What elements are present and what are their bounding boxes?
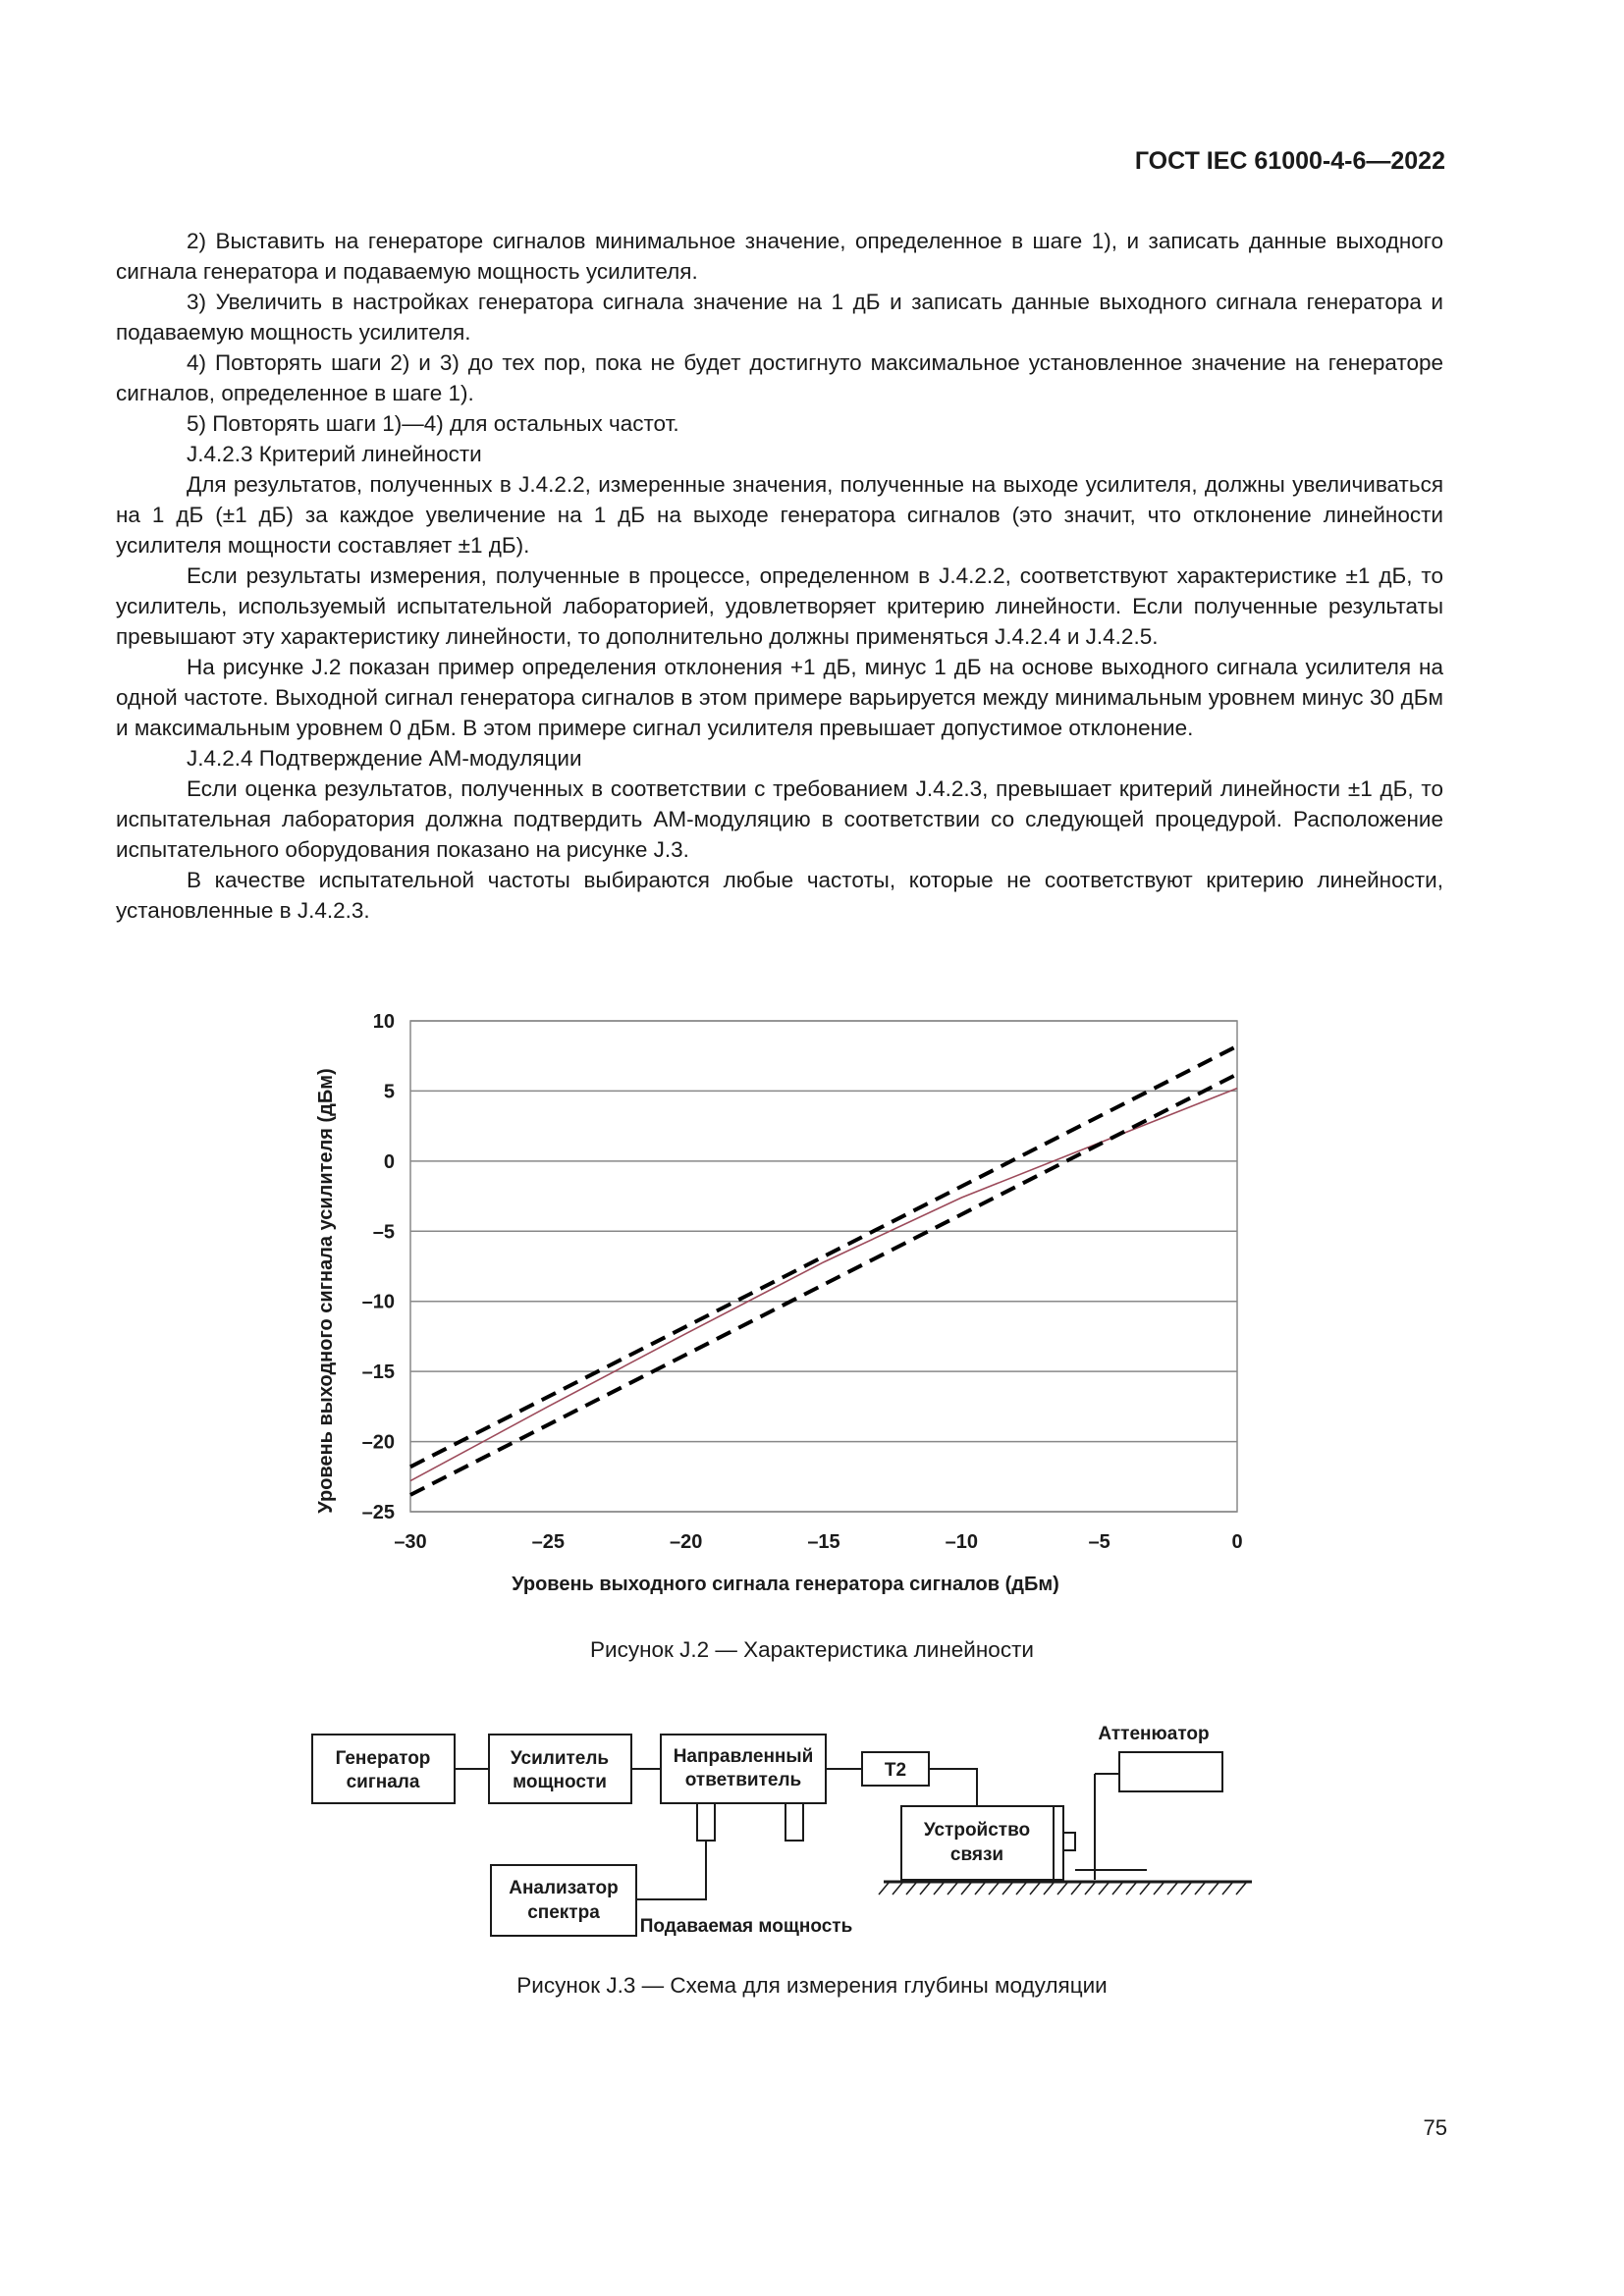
page-number: 75 bbox=[1423, 2115, 1447, 2140]
paragraph: В качестве испытательной частоты выбираются любые частоты, которые не соответствуют критерию линейности, установленные в J.4.2.3. bbox=[116, 868, 1443, 923]
body-text bbox=[116, 226, 1443, 926]
attenuator-label: Аттенюатор bbox=[1098, 1724, 1210, 1744]
paragraph: На рисунке J.2 показан пример определения отклонения +1 дБ, минус 1 дБ на основе выходного сигнала усилителя на одной частоте. Выходной сигнал генератора сигналов в этом примере варьируется между минимальным уровнем минус 30 дБм и максимальным уровнем 0 дБм. В этом примере сигнал усилителя превышает допустимое отклонение. bbox=[116, 655, 1443, 740]
ground-hatch bbox=[947, 1883, 957, 1895]
linearity-chart bbox=[295, 996, 1257, 1605]
ground-hatch bbox=[1057, 1883, 1067, 1895]
y-tick-label: –25 bbox=[361, 1502, 395, 1523]
ground-hatch bbox=[1140, 1883, 1150, 1895]
x-tick-label: –15 bbox=[807, 1531, 840, 1553]
generator-label-1: Генератор bbox=[335, 1748, 431, 1769]
modulation-measurement-diagram bbox=[295, 1693, 1276, 1958]
coupler-label-1: Направленный bbox=[673, 1746, 814, 1767]
ground-hatch bbox=[1099, 1883, 1109, 1895]
ground-hatch bbox=[1002, 1883, 1012, 1895]
paragraph: 4) Повторять шаги 2) и 3) до тех пор, пока не будет достигнуто максимальное установленное значение на генераторе сигналов, определенное в шаге 1). bbox=[116, 350, 1443, 405]
ground-hatch bbox=[1126, 1883, 1136, 1895]
ground-hatch bbox=[1195, 1883, 1205, 1895]
coupling-device-box bbox=[901, 1806, 1054, 1880]
signal-generator-box bbox=[312, 1735, 455, 1803]
figure-j3-caption: Рисунок J.3 — Схема для измерения глубины модуляции bbox=[516, 1973, 1108, 1998]
ground-hatch bbox=[879, 1883, 889, 1895]
ground-hatch bbox=[1030, 1883, 1040, 1895]
device-label-2: связи bbox=[949, 1844, 1004, 1865]
attenuator-box bbox=[1119, 1752, 1222, 1791]
document-id: ГОСТ IEC 61000-4-6—2022 bbox=[1134, 147, 1445, 175]
x-tick-label: –25 bbox=[531, 1531, 566, 1553]
analyzer-label-2: спектра bbox=[527, 1902, 600, 1923]
y-tick-label: –20 bbox=[361, 1431, 395, 1454]
y-axis-label: Уровень выходного сигнала усилителя (дБм) bbox=[315, 1068, 337, 1514]
section-heading: J.4.2.3 Критерий линейности bbox=[187, 442, 482, 466]
ground-hatch bbox=[1112, 1883, 1122, 1895]
device-label-1: Устройство bbox=[923, 1820, 1031, 1841]
ground-hatch bbox=[1209, 1883, 1218, 1895]
ground-hatch bbox=[1181, 1883, 1191, 1895]
ground-hatch bbox=[975, 1883, 985, 1895]
ground-hatch bbox=[1044, 1883, 1054, 1895]
ground-hatch bbox=[934, 1883, 944, 1895]
y-tick-label: 0 bbox=[383, 1150, 395, 1173]
analyzer-label-1: Анализатор bbox=[509, 1878, 619, 1898]
amplifier-output-line bbox=[410, 1089, 1237, 1481]
ground-hatch bbox=[1016, 1883, 1026, 1895]
ground-hatch bbox=[920, 1883, 930, 1895]
paragraph: 2) Выставить на генераторе сигналов минимальное значение, определенное в шаге 1), и записать данные выходного сигнала генератора и подаваемую мощность усилителя. bbox=[116, 229, 1443, 284]
ground-hatch bbox=[1236, 1883, 1246, 1895]
figure-j2-caption: Рисунок J.2 — Характеристика линейности bbox=[590, 1637, 1034, 1662]
x-tick-label: –20 bbox=[669, 1531, 703, 1553]
y-tick-label: 10 bbox=[372, 1011, 395, 1033]
ground-hatch bbox=[1154, 1883, 1164, 1895]
plot-frame bbox=[410, 1021, 1237, 1512]
tolerance-limit-line bbox=[410, 1074, 1237, 1495]
x-tick-label: –30 bbox=[394, 1531, 427, 1553]
ground-hatch bbox=[1071, 1883, 1081, 1895]
spectrum-analyzer-box bbox=[491, 1865, 636, 1936]
forward-power-label: Подаваемая мощность bbox=[639, 1916, 853, 1937]
t2-label: T2 bbox=[884, 1760, 907, 1781]
y-tick-label: –5 bbox=[372, 1221, 395, 1244]
paragraph: Для результатов, полученных в J.4.2.2, измеренные значения, полученные на выходе усилителя, должны увеличиваться на 1 дБ (±1 дБ) за каждое увеличение на 1 дБ на выходе генератора сигналов (это значит, что отклонение линейности усилителя мощности составляет ±1 дБ). bbox=[116, 472, 1443, 558]
x-tick-label: –10 bbox=[945, 1531, 979, 1553]
tolerance-limit-line bbox=[410, 1046, 1237, 1468]
ground-hatch bbox=[961, 1883, 971, 1895]
section-heading: J.4.2.4 Подтверждение АМ-модуляции bbox=[187, 746, 582, 771]
y-tick-label: –15 bbox=[361, 1362, 395, 1384]
paragraph: 5) Повторять шаги 1)—4) для остальных частот. bbox=[187, 411, 679, 436]
ground-hatch bbox=[989, 1883, 999, 1895]
ground-hatch bbox=[1167, 1883, 1177, 1895]
ground-hatch bbox=[1222, 1883, 1232, 1895]
amplifier-label-2: мощности bbox=[513, 1772, 607, 1792]
power-amplifier-box bbox=[489, 1735, 631, 1803]
ground-hatch bbox=[1085, 1883, 1095, 1895]
generator-label-2: сигнала bbox=[346, 1772, 420, 1792]
ground-hatch bbox=[893, 1883, 902, 1895]
y-tick-label: –10 bbox=[361, 1291, 395, 1313]
amplifier-label-1: Усилитель bbox=[510, 1748, 610, 1769]
paragraph: Если оценка результатов, полученных в соответствии с требованием J.4.2.3, превышает критерий линейности ±1 дБ, то испытательная лаборатория должна подтвердить АМ-модуляцию в соответствии со следующей процедурой. Расположение испытательного оборудования показано на рисунке J.3. bbox=[116, 776, 1443, 862]
ground-hatch bbox=[906, 1883, 916, 1895]
x-tick-label: –5 bbox=[1088, 1531, 1110, 1553]
x-axis-label: Уровень выходного сигнала генератора сигналов (дБм) bbox=[512, 1574, 1059, 1595]
y-tick-label: 5 bbox=[383, 1081, 395, 1103]
x-tick-label: 0 bbox=[1231, 1531, 1243, 1553]
paragraph: Если результаты измерения, полученные в процессе, определенном в J.4.2.2, соответствуют характеристике ±1 дБ, то усилитель, используемый испытательной лабораторией, удовлетворяет критерию линейности. Если полученные результаты превышают эту характеристику линейности, то дополнительно должны применяться J.4.2.4 и J.4.2.5. bbox=[116, 563, 1443, 649]
directional-coupler-box bbox=[661, 1735, 826, 1803]
coupler-label-2: ответвитель bbox=[684, 1770, 802, 1790]
paragraph: 3) Увеличить в настройках генератора сигнала значение на 1 дБ и записать данные выходного сигнала генератора и подаваемую мощность усилителя. bbox=[116, 290, 1443, 345]
